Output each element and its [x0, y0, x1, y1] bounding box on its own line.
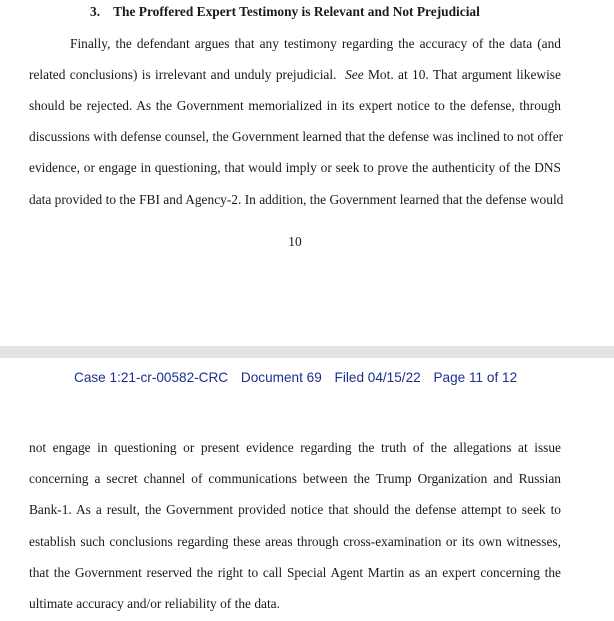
citation-signal: See [345, 67, 364, 82]
paragraph-line-text: related conclusions) is irrelevant and unduly prejudicial. [29, 67, 337, 82]
section-heading-text: The Proffered Expert Testimony is Relevant and Not Prejudicial [113, 4, 480, 19]
lower-page [0, 358, 614, 621]
section-heading-number: 3. [90, 4, 101, 19]
page-number: 10 [288, 234, 302, 249]
paragraph-line: that the Government reserved the right to call Special Agent Martin as an expert concerning the [29, 565, 561, 580]
page-break-divider [0, 346, 614, 358]
paragraph-line: discussions with defense counsel, the Government learned that the defense was inclined to not offer [29, 129, 564, 144]
case-header [74, 370, 517, 385]
paragraph-line: evidence, or engage in questioning, that would imply or seek to prove the authenticity of the DNS [29, 160, 561, 175]
document-number: Document 69 [240, 370, 322, 385]
paragraph-line: establish such conclusions regarding these areas through cross-examination or its own witnesses, [29, 534, 561, 549]
section-heading [90, 4, 480, 20]
paragraph-line [29, 67, 561, 83]
paragraph-line: not engage in questioning or present evidence regarding the truth of the allegations at issue [29, 440, 561, 455]
page-indicator: Page 11 of 12 [433, 370, 518, 385]
case-number: Case 1:21-cr-00582-CRC [74, 370, 229, 385]
paragraph-line: ultimate accuracy and/or reliability of the data. [29, 596, 280, 611]
paragraph-line: Bank-1. As a result, the Government provided notice that should the defense attempt to seek to [29, 502, 561, 517]
paragraph-line-text: Mot. at 10. That argument likewise [368, 67, 561, 82]
paragraph-line: should be rejected. As the Government memorialized in its expert notice to the defense, through [29, 98, 561, 113]
paragraph-line: concerning a secret channel of communications between the Trump Organization and Russian [29, 471, 561, 486]
paragraph-line: data provided to the FBI and Agency-2. In addition, the Government learned that the defense would [29, 192, 564, 207]
paragraph-line: Finally, the defendant argues that any testimony regarding the accuracy of the data (and [70, 36, 561, 51]
filed-date: Filed 04/15/22 [334, 370, 421, 385]
